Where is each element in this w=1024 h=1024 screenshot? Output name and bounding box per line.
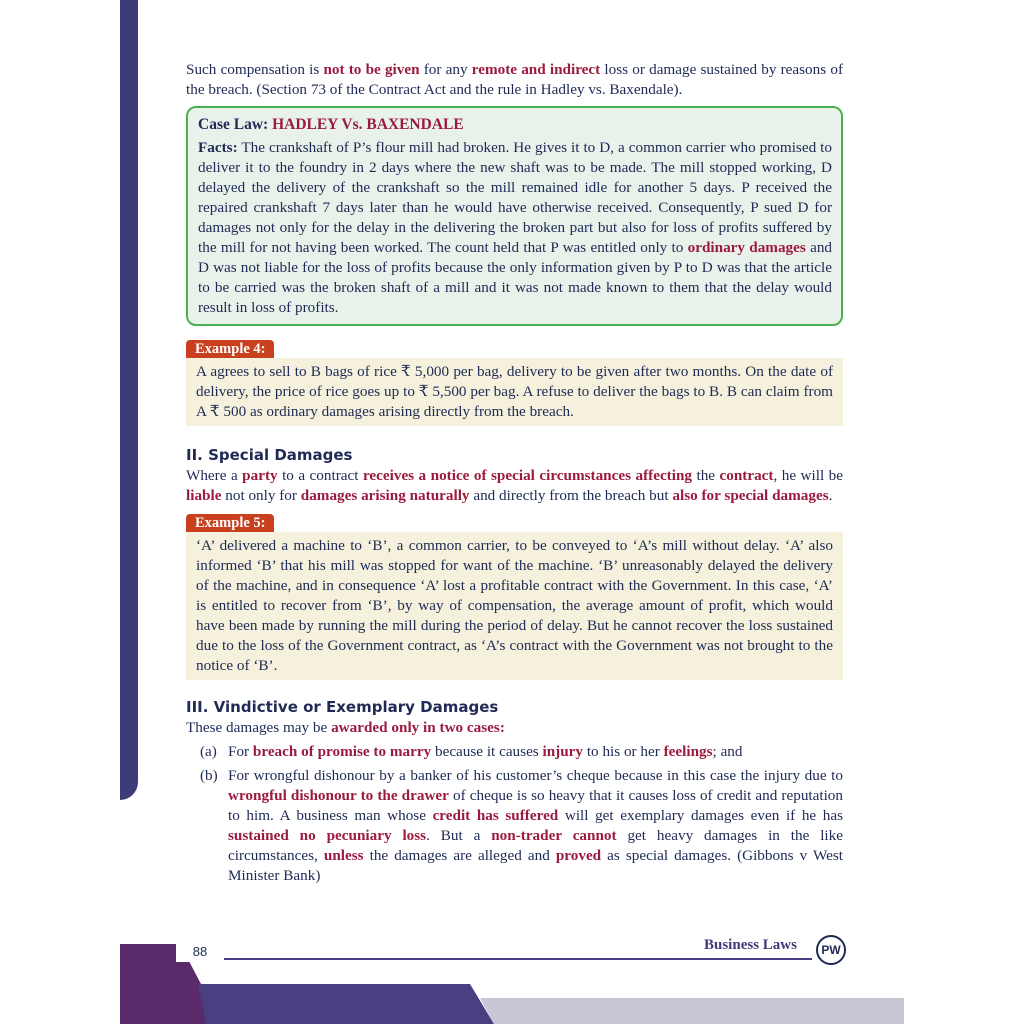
intro-text-2: for any <box>419 61 472 78</box>
intro-text-1: Such compensation is <box>186 61 324 78</box>
special-text-6: and directly from the breach but <box>469 487 673 504</box>
example-5-box <box>186 532 843 680</box>
left-margin-bar <box>120 0 138 800</box>
special-highlight-4: liable <box>186 487 222 504</box>
case-law-facts <box>198 138 832 318</box>
example-5-label: Example 5: <box>186 514 274 532</box>
special-text-2: to a contract <box>277 467 363 484</box>
intro-highlight-1: not to be given <box>323 61 420 78</box>
special-text-3: the <box>692 467 720 484</box>
case-b-highlight-1: wrongful dishonour to the drawer <box>228 787 449 804</box>
special-highlight-6: also for special damages <box>672 487 829 504</box>
special-text-1: Where a <box>186 467 243 484</box>
case-a-highlight-1: breach of promise to marry <box>252 743 432 760</box>
vindictive-damages-heading: III. Vindictive or Exemplary Damages <box>186 698 499 716</box>
special-highlight-1: party <box>242 467 278 484</box>
case-a-text-4: ; and <box>712 743 743 760</box>
case-b-text-1: For wrongful dishonour by a banker of his customer’s cheque because in this case the injury due to <box>228 767 843 784</box>
case-a-text-1: For <box>228 743 253 760</box>
case-b-text-6: the damages are alleged and <box>363 847 556 864</box>
special-text-5: not only for <box>221 487 301 504</box>
example-4-box <box>186 358 843 426</box>
case-a-highlight-2: injury <box>542 743 584 760</box>
case-law-box <box>186 106 843 326</box>
pw-logo-icon: PW <box>816 935 846 965</box>
case-b-highlight-4: non-trader cannot <box>491 827 617 844</box>
vindictive-highlight-1: awarded only in two cases: <box>331 719 505 736</box>
facts-highlight-1: ordinary damages <box>687 239 806 256</box>
special-text-4: , he will be <box>773 467 843 484</box>
special-text-7: . <box>828 487 833 504</box>
special-highlight-3: contract <box>719 467 774 484</box>
special-highlight-5: damages arising naturally <box>300 487 470 504</box>
footer-book-title: Business Laws <box>700 937 801 954</box>
footer-decoration <box>0 940 1024 1024</box>
facts-text-1: The crankshaft of P’s flour mill had broken. He gives it to D, a common carrier who promised to deliver it to the foundry in 2 days where the new shaft was to be made. The mill stopped working, D delayed the delivery of the crankshaft so the mill remained idle for another 5 days. P received the repaired crankshaft 7 days later than he would have otherwise received. Consequently, P sued D for damages not only for the delay in the delivering the broken part but also for loss of profits suffered by the mill for not having been worked. The count held that P was entitled only to <box>198 139 832 256</box>
footer-rule <box>186 958 812 960</box>
case-b-text-4: . But a <box>426 827 492 844</box>
facts-text-2: and D was not liable for the loss of profits because the only information given by P to D was that the article to be carried was the broken shaft of a mill and it was not made known to them that the delay would result in loss of profits. <box>198 239 833 316</box>
case-b-text-7: as special damages. (Gibbons v West Minister Bank) <box>228 847 843 884</box>
list-item-text <box>228 742 843 762</box>
example-4-label: Example 4: <box>186 340 274 358</box>
vindictive-intro <box>186 718 843 738</box>
case-law-label: Case Law: <box>198 116 273 133</box>
case-b-text-3: will get exemplary damages even if he has <box>558 807 843 824</box>
facts-label: Facts: <box>198 139 238 156</box>
page-number: 88 <box>176 942 224 962</box>
case-law-title <box>198 114 832 136</box>
example-5 <box>186 514 843 680</box>
intro-highlight-2: remote and indirect <box>471 61 601 78</box>
special-damages-heading: II. Special Damages <box>186 446 353 464</box>
case-b-highlight-6: proved <box>555 847 602 864</box>
vindictive-text-1: These damages may be <box>186 719 332 736</box>
page-content <box>186 60 843 886</box>
list-item <box>186 742 843 762</box>
intro-text-3: loss or damage sustained by reasons of the breach. (Section 73 of the Contract Act and the rule in Hadley vs. Baxendale). <box>186 61 844 98</box>
case-a-text-2: because it causes <box>431 743 543 760</box>
special-highlight-2: receives a notice of special circumstances affecting <box>362 467 692 484</box>
case-b-highlight-2: credit has suffered <box>432 807 559 824</box>
case-a-highlight-3: feelings <box>663 743 713 760</box>
special-damages-paragraph <box>186 466 843 506</box>
example-5-text: ‘A’ delivered a machine to ‘B’, a common carrier, to be conveyed to ‘A’s mill without delay. ‘A’ also informed ‘B’ that his mill was stopped for want of the machine. ‘B’ unreasonably delayed the delivery of the machine, and in consequence ‘A’ lost a profitable contract with the Government. In this case, ‘A’ is entitled to recover from ‘B’, by way of compensation, the average amount of profit, which would have been made by running the mill during the period of delay. But he cannot recover the loss sustained due to the loss of the Government contract, as ‘A’s contract with the Government was not brought to the notice of ‘B’. <box>196 537 833 674</box>
case-b-text-2: of cheque is so heavy that it causes loss of credit and reputation to him. A business man whose <box>228 787 843 824</box>
list-item <box>186 766 843 886</box>
list-marker: (a) <box>200 743 217 760</box>
list-item-text <box>228 766 843 886</box>
case-b-text-5: get heavy damages in the like circumstances, <box>228 827 843 864</box>
example-4-text: A agrees to sell to B bags of rice ₹ 5,000 per bag, delivery to be given after two months. On the date of delivery, the price of rice goes up to ₹ 5,500 per bag. A refuse to deliver the bags to B. B can claim from A ₹ 500 as ordinary damages arising directly from the breach. <box>196 363 833 420</box>
vindictive-cases-list <box>186 742 843 886</box>
case-b-highlight-3: sustained no pecuniary loss <box>228 827 427 844</box>
intro-paragraph <box>186 60 843 100</box>
case-a-text-3: to his or her <box>583 743 664 760</box>
case-b-highlight-5: unless <box>323 847 364 864</box>
example-4 <box>186 340 843 426</box>
case-law-name: HADLEY Vs. BAXENDALE <box>272 116 464 133</box>
list-marker: (b) <box>200 767 218 784</box>
